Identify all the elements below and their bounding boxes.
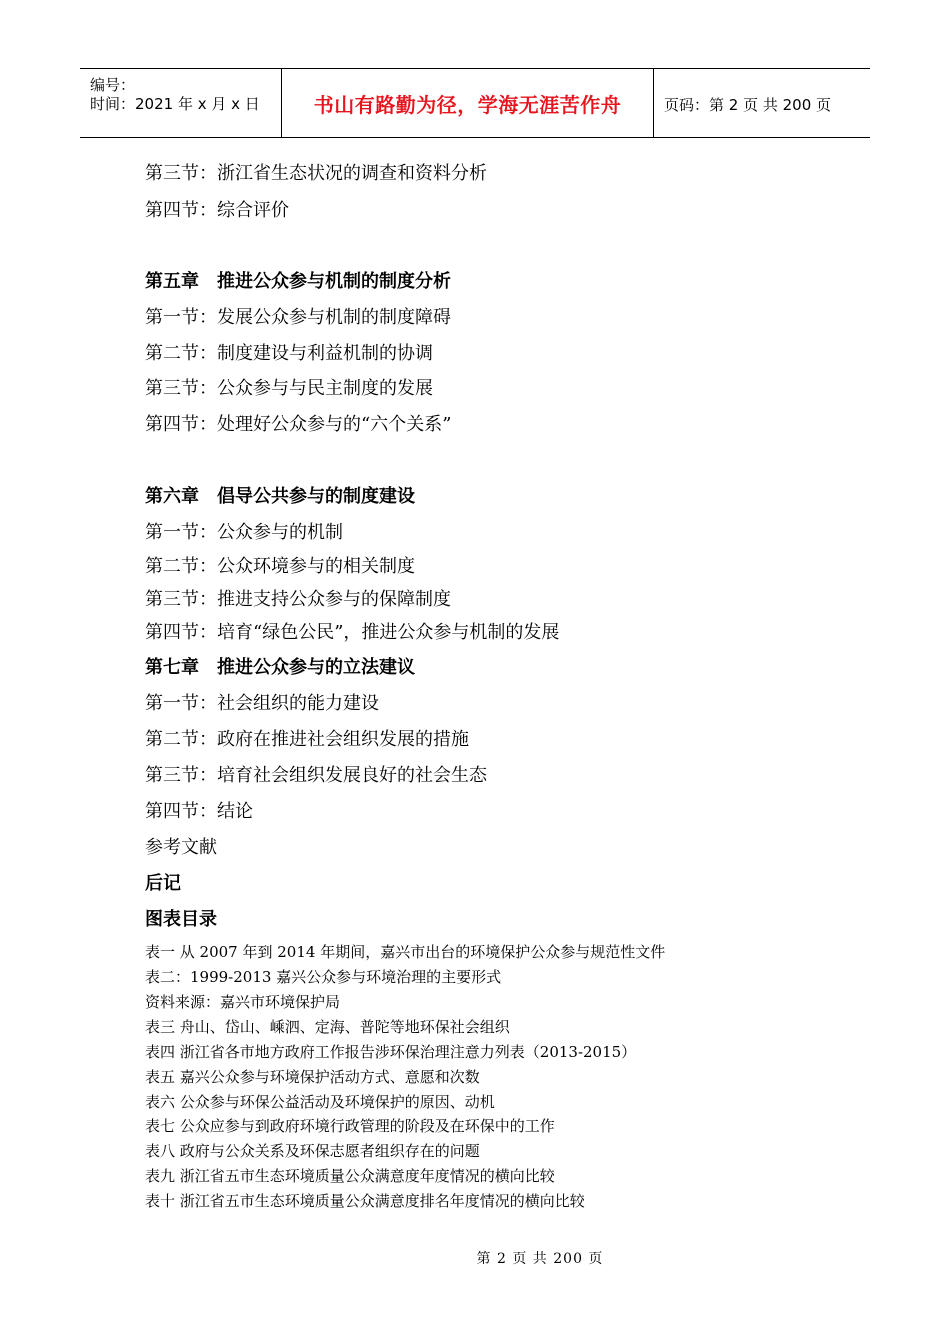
toc-references: 参考文献 <box>145 837 217 858</box>
table-list-item: 表八 政府与公众关系及环保志愿者组织存在的问题 <box>145 1142 480 1160</box>
table-list-item: 表六 公众参与环保公益活动及环境保护的原因、动机 <box>145 1093 495 1111</box>
toc-section: 第二节：制度建设与利益机制的协调 <box>145 343 433 364</box>
toc-section: 第二节：政府在推进社会组织发展的措施 <box>145 729 469 750</box>
footer-page-number: 第 2 页 共 200 页 <box>476 1251 604 1267</box>
toc-section: 第一节：发展公众参与机制的制度障碍 <box>145 307 451 328</box>
table-list-item: 表四 浙江省各市地方政府工作报告涉环保治理注意力列表（2013-2015） <box>145 1043 637 1061</box>
toc-section: 第四节：结论 <box>145 801 253 822</box>
toc-section: 第四节：综合评价 <box>145 200 289 221</box>
header-info-cell <box>80 69 282 137</box>
toc-section: 第一节：公众参与的机制 <box>145 522 343 543</box>
document-date-label: 时间：2021 年 x 月 x 日 <box>90 95 260 113</box>
page-footer <box>0 1248 950 1268</box>
header-page-cell <box>654 69 870 137</box>
toc-section: 第三节：公众参与与民主制度的发展 <box>145 378 433 399</box>
table-list-item: 表五 嘉兴公众参与环境保护活动方式、意愿和次数 <box>145 1068 480 1086</box>
toc-chapter: 第六章 倡导公共参与的制度建设 <box>145 486 415 507</box>
toc-section: 第一节：社会组织的能力建设 <box>145 693 379 714</box>
header-motto: 书山有路勤为径，学海无涯苦作舟 <box>313 92 622 117</box>
toc-figures-title: 图表目录 <box>145 909 217 930</box>
table-list-item: 表二：1999-2013 嘉兴公众参与环境治理的主要形式 <box>145 968 502 986</box>
toc-section: 第四节：处理好公众参与的“六个关系” <box>145 414 452 435</box>
toc-section: 第三节：推进支持公众参与的保障制度 <box>145 589 451 610</box>
table-list-item: 表九 浙江省五市生态环境质量公众满意度年度情况的横向比较 <box>145 1167 555 1185</box>
page-header <box>80 68 870 138</box>
table-list-item: 表一 从 2007 年到 2014 年期间，嘉兴市出台的环境保护公众参与规范性文件 <box>145 943 666 961</box>
header-motto-cell <box>282 69 654 137</box>
toc-afterword: 后记 <box>145 873 181 894</box>
table-list-item: 表十 浙江省五市生态环境质量公众满意度排名年度情况的横向比较 <box>145 1192 585 1210</box>
header-page-label: 页码：第 2 页 共 200 页 <box>664 96 832 114</box>
toc-section: 第二节：公众环境参与的相关制度 <box>145 556 415 577</box>
table-list-item: 表三 舟山、岱山、嵊泗、定海、普陀等地环保社会组织 <box>145 1018 510 1036</box>
table-list-item: 表七 公众应参与到政府环境行政管理的阶段及在环保中的工作 <box>145 1117 555 1135</box>
document-number-label: 编号： <box>90 76 136 94</box>
toc-section: 第三节：培育社会组织发展良好的社会生态 <box>145 765 487 786</box>
table-list-item: 资料来源：嘉兴市环境保护局 <box>145 993 341 1011</box>
toc-section: 第三节：浙江省生态状况的调查和资料分析 <box>145 163 487 184</box>
toc-chapter: 第五章 推进公众参与机制的制度分析 <box>145 271 451 292</box>
toc-section: 第四节：培育“绿色公民”，推进公众参与机制的发展 <box>145 622 560 643</box>
toc-chapter: 第七章 推进公众参与的立法建议 <box>145 657 415 678</box>
